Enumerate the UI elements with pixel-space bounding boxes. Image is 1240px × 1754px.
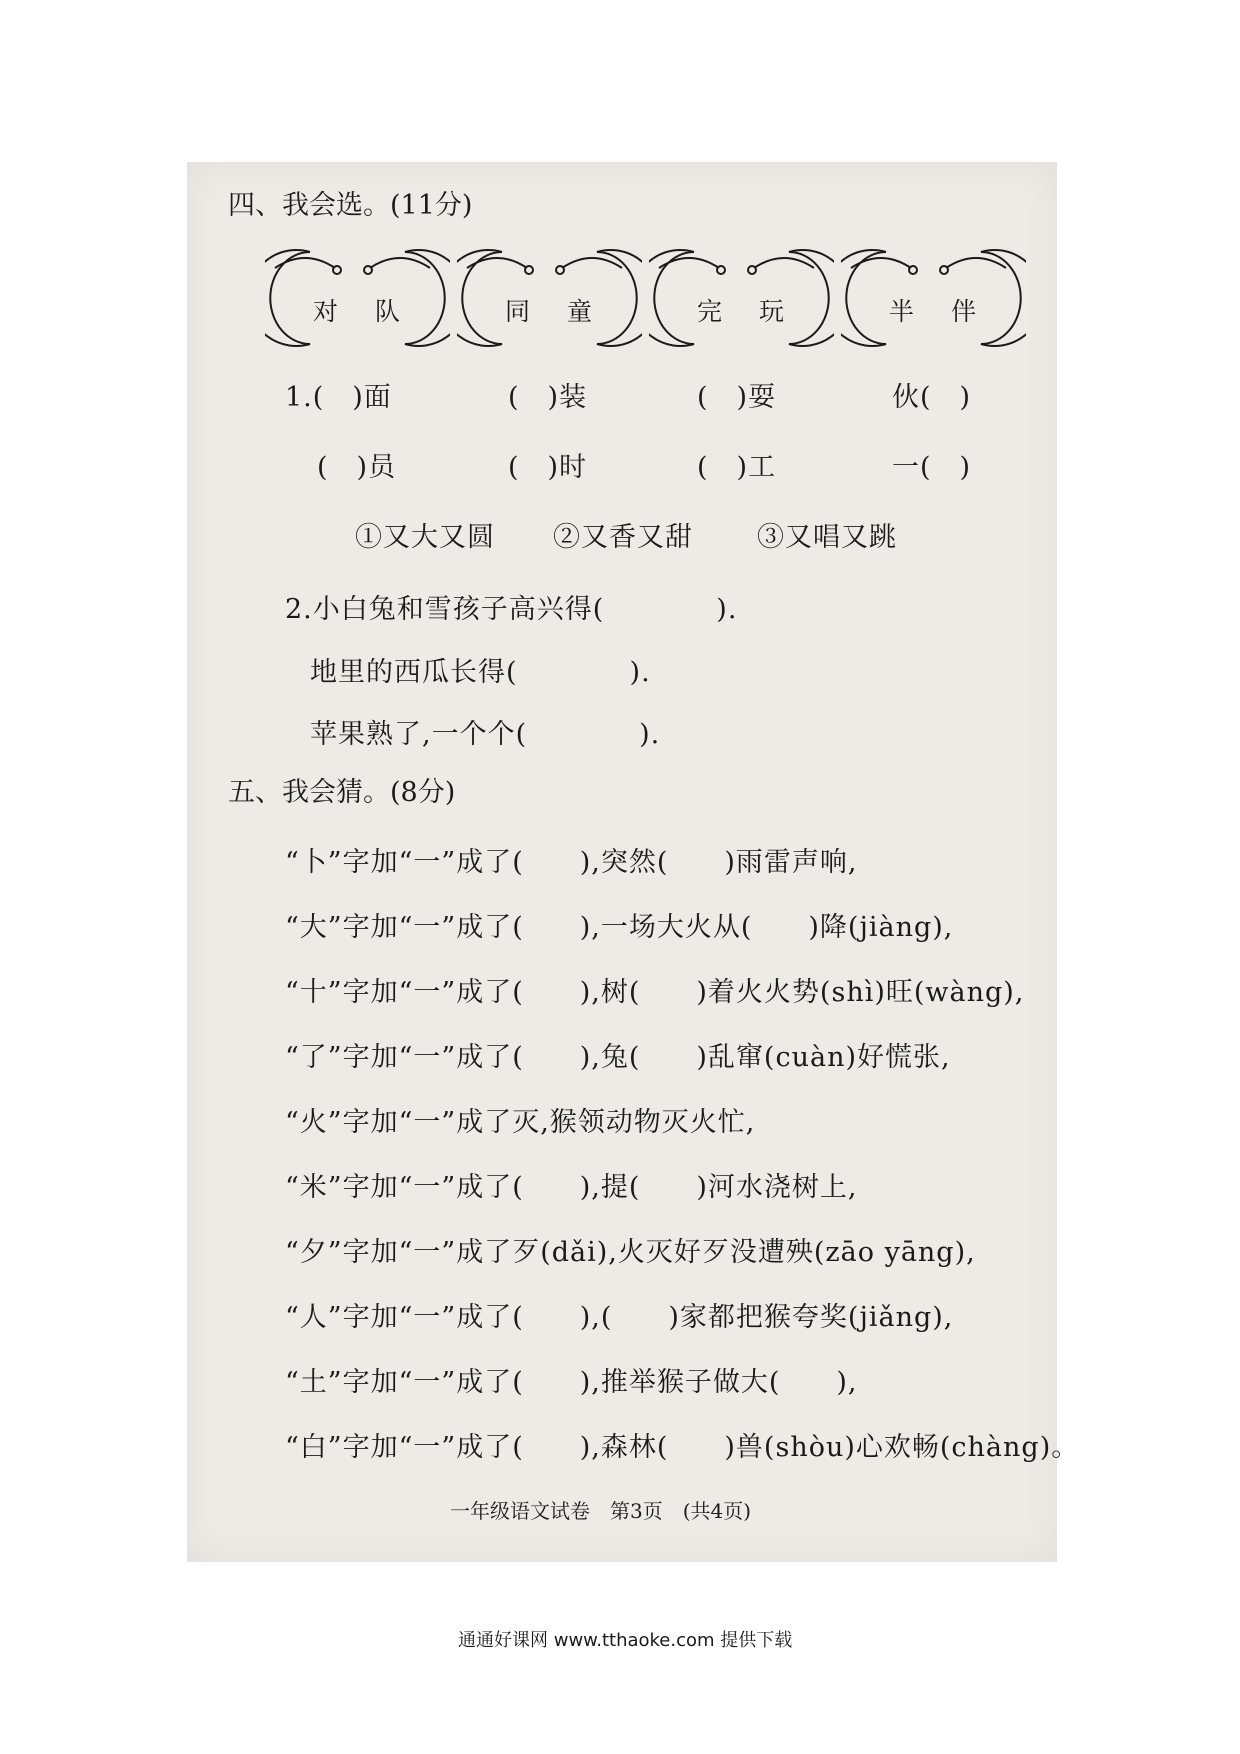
q1-row2-item1: ( )员 — [317, 452, 397, 483]
page-footer: 一年级语文试卷 第3页 (共4页) — [450, 1499, 752, 1523]
riddle-line-4: “了”字加“一”成了( ),兔( )乱窜(cuàn)好慌张, — [285, 1042, 951, 1073]
option-3: ③又唱又跳 — [757, 522, 897, 553]
option-2: ②又香又甜 — [553, 522, 693, 553]
moon-char: 半 — [889, 297, 915, 326]
moon-char: 伴 — [951, 297, 977, 326]
moon-pair-icon — [841, 240, 1026, 352]
q2-line2: 地里的西瓜长得( ). — [310, 657, 651, 688]
q2-line1: 2.小白兔和雪孩子高兴得( ). — [285, 594, 738, 625]
download-credit: 通通好课网 www.tthaoke.com 提供下载 — [458, 1630, 793, 1651]
riddle-line-6: “米”字加“一”成了( ),提( )河水浇树上, — [285, 1172, 858, 1203]
moon-pair-1 — [265, 240, 450, 352]
q1-row1-item3: ( )耍 — [697, 382, 777, 413]
q1-row1-item2: ( )装 — [508, 382, 588, 413]
moon-character-row — [265, 240, 1025, 352]
moon-pair-icon — [265, 240, 450, 352]
q1-row1-item4: 伙( ) — [892, 382, 972, 413]
q1-row2-item2: ( )时 — [508, 452, 588, 483]
moon-pair-3 — [649, 240, 834, 352]
moon-char: 队 — [375, 297, 401, 326]
riddle-line-7: “夕”字加“一”成了歹(dǎi),火灭好歹没遭殃(zāo yāng), — [285, 1237, 976, 1268]
riddle-line-8: “人”字加“一”成了( ),( )家都把猴夸奖(jiǎng), — [285, 1302, 954, 1333]
moon-pair-icon — [457, 240, 642, 352]
moon-pair-icon — [649, 240, 834, 352]
moon-char: 童 — [567, 297, 593, 326]
q1-row2-item4: 一( ) — [892, 452, 972, 483]
q2-line3: 苹果熟了,一个个( ). — [310, 719, 661, 750]
option-1: ①又大又圆 — [355, 522, 495, 553]
riddle-line-9: “土”字加“一”成了( ),推举猴子做大( ), — [285, 1367, 858, 1398]
riddle-line-10: “白”字加“一”成了( ),森林( )兽(shòu)心欢畅(chàng)。 — [285, 1432, 1080, 1463]
riddle-line-5: “火”字加“一”成了灭,猴领动物灭火忙, — [285, 1107, 756, 1138]
riddle-line-1: “卜”字加“一”成了( ),突然( )雨雷声响, — [285, 847, 858, 878]
moon-char: 完 — [697, 297, 723, 326]
riddle-line-2: “大”字加“一”成了( ),一场大火从( )降(jiàng), — [285, 912, 954, 943]
moon-char: 玩 — [759, 297, 785, 326]
moon-pair-4 — [841, 240, 1026, 352]
q1-row1-item1: 1.( )面 — [285, 382, 392, 413]
q1-row2-item3: ( )工 — [697, 452, 777, 483]
section-4-title: 四、我会选。(11分) — [228, 190, 473, 221]
section-5-title: 五、我会猜。(8分) — [228, 777, 456, 808]
moon-char: 对 — [313, 297, 339, 326]
moon-char: 同 — [505, 297, 531, 326]
riddle-line-3: “十”字加“一”成了( ),树( )着火火势(shì)旺(wàng), — [285, 977, 1025, 1008]
moon-pair-2 — [457, 240, 642, 352]
